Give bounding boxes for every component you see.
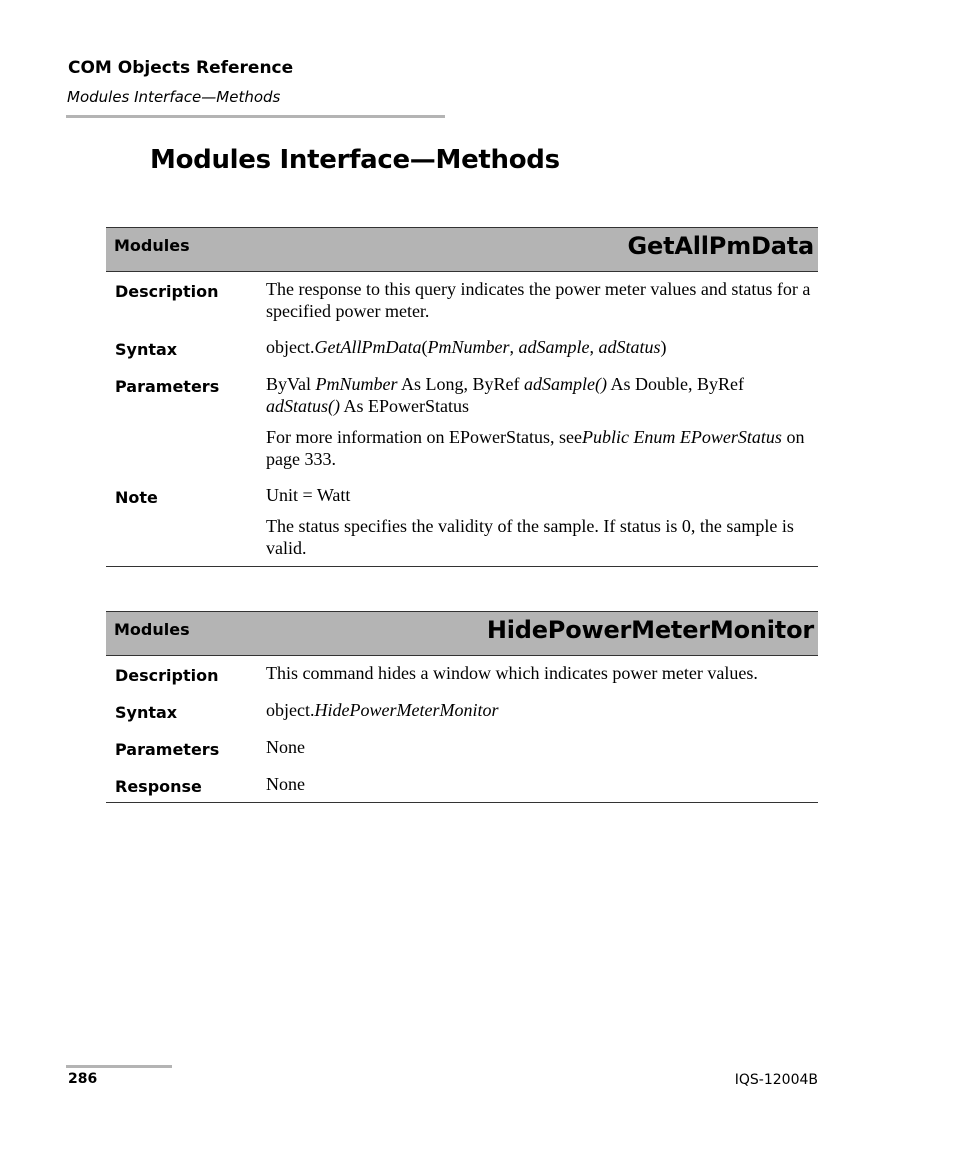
syntax-value: object.GetAllPmData(PmNumber, adSample, adStatus) <box>266 337 667 357</box>
note-value: Unit = Watt The status specifies the validity of the sample. If status is 0, the sample is valid. <box>266 485 794 558</box>
parameters-value: None <box>266 737 305 757</box>
description-row <box>106 278 818 322</box>
module-label: Modules <box>114 620 190 639</box>
running-header-subtitle: Modules Interface—Methods <box>67 88 281 106</box>
response-row <box>106 773 818 796</box>
page-number: 286 <box>68 1071 98 1087</box>
footer-rule <box>66 1065 172 1068</box>
syntax-value: object.HidePowerMeterMonitor <box>266 700 499 720</box>
module-label: Modules <box>114 236 190 255</box>
document-id: IQS-12004B <box>734 1072 818 1088</box>
parameters-row <box>106 736 818 759</box>
parameters-label: Parameters <box>115 740 220 759</box>
command-name: GetAllPmData <box>627 232 814 260</box>
syntax-row <box>106 336 818 359</box>
description-row <box>106 662 818 685</box>
description-label: Description <box>115 666 219 685</box>
command-table-header <box>106 227 818 272</box>
response-label: Response <box>115 777 202 796</box>
note-label: Note <box>115 488 158 507</box>
page-title: Modules Interface—Methods <box>150 145 560 175</box>
running-header-title: COM Objects Reference <box>68 58 294 78</box>
syntax-row <box>106 699 818 722</box>
syntax-label: Syntax <box>115 703 178 722</box>
parameters-row <box>106 373 818 470</box>
command-table-hidepowermetermonitor <box>106 611 818 803</box>
syntax-label: Syntax <box>115 340 178 359</box>
description-value: The response to this query indicates the power meter values and status for a specified power meter. <box>266 279 811 321</box>
command-table-getallpmdata <box>106 227 818 567</box>
parameters-value: ByVal PmNumber As Long, ByRef adSample() As Double, ByRef adStatus() As EPowerStatus For more information on EPowerStatus, seePublic Enum EPowerStatus on page 333. <box>266 374 805 469</box>
command-name: HidePowerMeterMonitor <box>486 616 814 644</box>
response-value: None <box>266 774 305 794</box>
note-row <box>106 484 818 559</box>
command-table-header <box>106 611 818 656</box>
parameters-label: Parameters <box>115 377 220 396</box>
description-label: Description <box>115 282 219 301</box>
cross-reference-link[interactable]: Public Enum EPowerStatus <box>581 427 782 447</box>
header-rule <box>66 115 445 118</box>
description-value: This command hides a window which indicates power meter values. <box>266 663 758 683</box>
